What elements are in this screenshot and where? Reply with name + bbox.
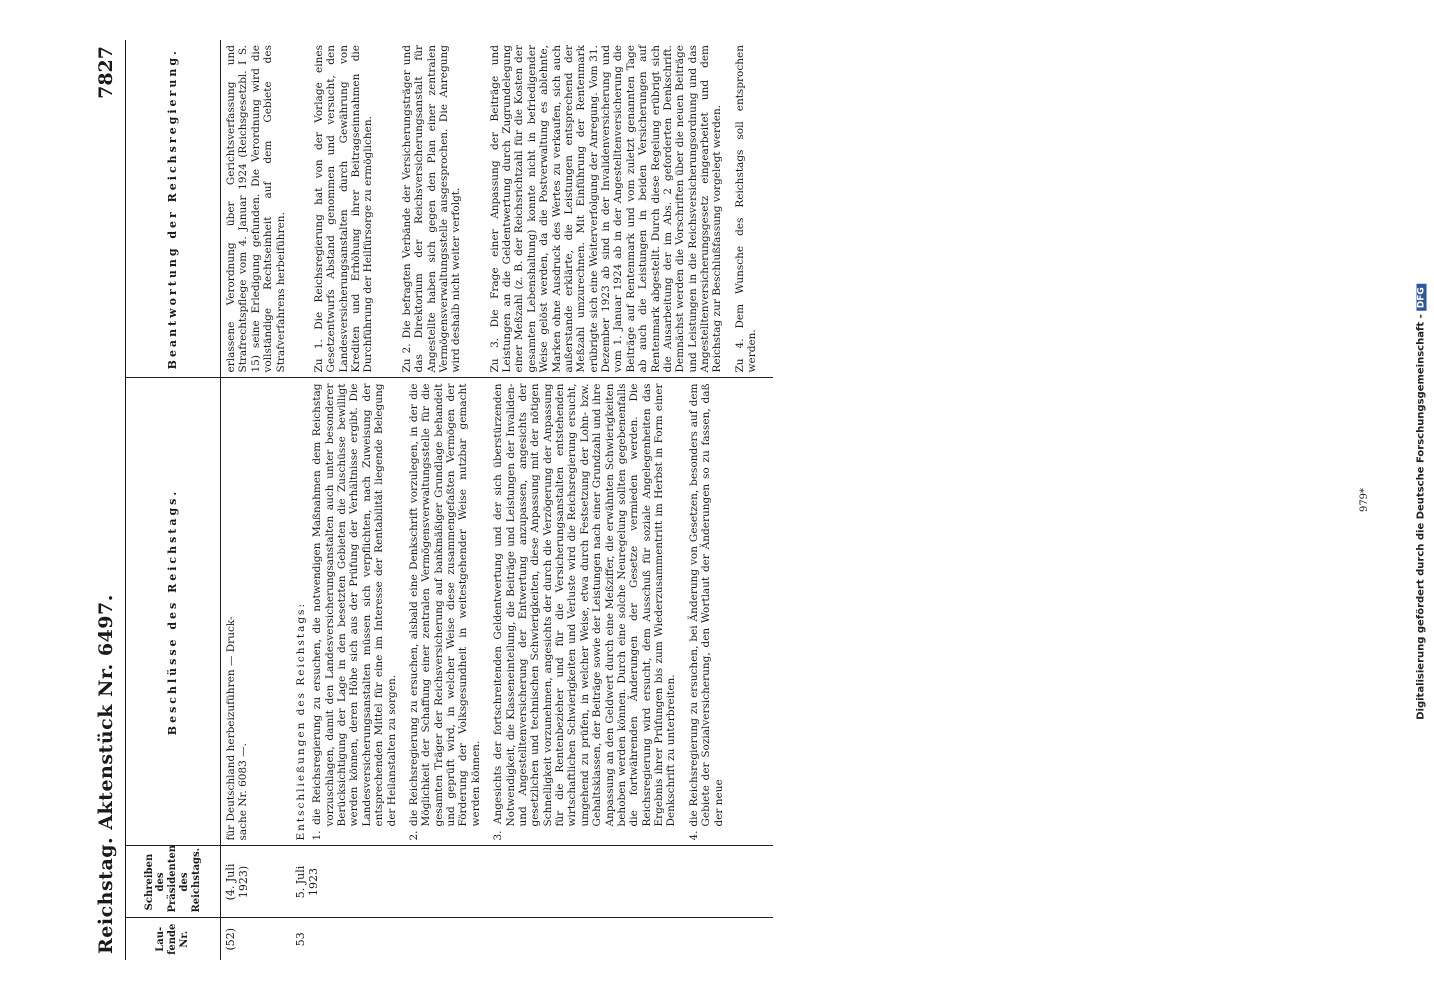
answer-item: Zu 2. Die befragten Verbände der Versicherungsträger und das Direktorium der Reichsversicherungsanstalt für Angestellte haben sich gegen den Plan einer zentralen Vermögensverwaltungsstelle ausgesprochen. Die Anregung wird deshalb nicht weiter verfolgt.: [400, 45, 463, 373]
page-number: 7827: [94, 46, 117, 99]
row-number: (52): [224, 927, 237, 951]
row-number: 53: [293, 932, 307, 947]
resolution-cell: [291, 378, 773, 846]
resolution-item: 1. die Reichsregierung zu ersuchen, die notwendigen Maßnahmen dem Reichstag vorzuschlagen, damit den Landesversicherungsanstalten auch unter besonderer Berücksichtigung der Lage in den besetzten Gebieten die Zuschüsse bewilligt werden können, deren Höhe sich aus der Prüfung der Verhältnisse ergibt. Die Landesversicherungsanstalten müssen sich verpflichten, nach Zuweisung der entsprechenden Mittel für eine im Interesse der Rentabilität liegende Belegung der Heilanstalten zu sorgen.: [311, 383, 398, 841]
resolutions-heading: Entschließungen des Reichstags:: [294, 602, 307, 841]
dfg-logo: DFG: [1417, 284, 1427, 311]
page-footer: 979*: [1359, 487, 1371, 513]
page-header: [87, 40, 126, 960]
column-header-number: Lau- fende Nr.: [126, 918, 221, 960]
table-row: [291, 40, 773, 960]
answer-item: Zu 4. Dem Wunsche des Reichstags soll entsprochen werden.: [733, 45, 759, 373]
document-page: [82, 0, 1382, 1000]
answer-item: Zu 1. Die Reichsregierung hat von der Vorlage eines Gesetzentwurfs Abstand genommen und versucht, den Landesversicherungsanstalten durch Gewährung von Krediten und Erhöhung ihrer Beitragseinnahmen die Durchführung der Heilfürsorge zu ermöglichen.: [312, 45, 375, 373]
answer-cell: [291, 40, 773, 378]
row-date: 5. Juli 1923: [291, 846, 773, 918]
column-header-letter: Schreiben des Präsidenten des Reichstags.: [126, 846, 221, 918]
digitization-text: Digitalisierung gefördert durch die Deutsche Forschungsgemeinschaft -: [1415, 314, 1427, 720]
column-header-resolutions: Beschlüsse des Reichstags.: [126, 378, 221, 846]
row-date: (4. Juli 1923): [221, 846, 291, 918]
resolutions-table: [126, 40, 773, 960]
column-header-answers: Beantwortung der Reichsregierung.: [126, 40, 221, 378]
document-title: Reichstag. Aktenstück Nr. 6497.: [94, 594, 117, 954]
answer-text: erlassene Verordnung über Gerichtsverfassung und Strafrechtspflege vom 4. Januar 1924 (Reichsgesetzbl. I S. 15) seine Erledigung gefunden. Die Verordnung wird die vollständige Rechtseinheit auf dem Gebiete des Strafverfahrens herbeiführen.: [221, 40, 291, 378]
answer-item: Zu 3. Die Frage einer Anpassung der Beiträge und Leistungen an die Geldentwertung durch Zugrundelegung einer Meßzahl (z. B. der Reichsrichtzahl für die Kosten der gesamten Lebenshaltung) konnte nicht in befriedigender Weise gelöst werden, da die Postverwaltung es ablehnte, Marken ohne Ausdruck des Wertes zu verkaufen, sich auch außerstande erklärte, die Leistungen entsprechend der Meßzahl umzurechnen. Mit Einführung der Rentenmark erübrigte sich eine Weiterverfolgung der Anregung. Vom 31. Dezember 1923 ab sind in der Invalidenversicherung und vom 1. Januar 1924 ab in der Angestelltenversicherung die Beiträge auf Rentenmark und vom zuletzt genannten Tage ab auch die Leistungen in beiden Versicherungen auf Rentenmark abgestellt. Durch diese Regelung erübrigt sich die Ausarbeitung der im Abs. 2 geforderten Denkschrift. Demnächst werden die Vorschriften über die neuen Beiträge und Leistungen in die Reichsversicherungsordnung und das Angestelltenversicherungsgesetz eingearbeitet und dem Reichstag zur Beschlußfassung vorgelegt werden.: [488, 45, 724, 373]
resolution-item: 2. die Reichsregierung zu ersuchen, alsbald eine Denkschrift vorzulegen, in der die Möglichkeit der Schaffung einer zentralen Vermögensverwaltungsstelle für die gesamten Träger der Reichsversicherung auf bankmäßiger Grundlage behandelt und geprüft wird, in welcher Weise diese zusammengefaßten Vermögen der Förderung der Volksgesundheit in weitestgehender Weise nutzbar gemacht werden können.: [407, 383, 482, 841]
digitization-note: [1414, 12, 1428, 992]
table-header-row: [126, 40, 221, 960]
resolution-item: 4. die Reichsregierung zu ersuchen, bei Änderung von Gesetzen, besonders auf dem Gebiete der Sozialversicherung, den Wortlaut der Änderungen so zu fassen, daß der neue: [687, 383, 725, 841]
resolution-text: für Deutschland herbeizuführen — Druck- sache Nr. 6083 —.: [221, 378, 291, 846]
table-row: [221, 40, 291, 960]
resolution-item: 3. Angesichts der fortschreitenden Geldentwertung und der sich überstürzenden Notwendigkeit, die Klasseneinteilung, die Beiträge und Leistungen der Invaliden- und Angestelltenversicherung der Entwertung anzupassen, angesichts der gesetzlichen und technischen Schwierigkeiten, diese Anpassung mit der nötigen Schnelligkeit vorzunehmen, angesichts der durch die Verzögerung der Anpassung für die Rentenbezieher und für die Versicherungsanstalten entstehenden wirtschaftlichen Schwierigkeiten und Verluste wird die Reichsregierung ersucht, umgehend zu prüfen, in welcher Weise, etwa durch Festsetzung der Lohn- bzw. Gehaltsklassen, der Beiträge sowie der Leistungen nach einer Grundzahl und ihre Anpassung an den Geldwert durch eine Meßziffer, die erwähnten Schwierigkeiten behoben werden können. Durch eine solche Neuregelung sollten gegebenenfalls die fortwährenden Änderungen der Gesetze vermieden werden. Die Reichsregierung wird ersucht, dem Ausschuß für soziale Angelegenheiten das Ergebnis ihrer Prüfungen bis zum Wiederzusammentritt im Herbst in Form einer Denkschrift zu unterbreiten.: [492, 383, 678, 841]
